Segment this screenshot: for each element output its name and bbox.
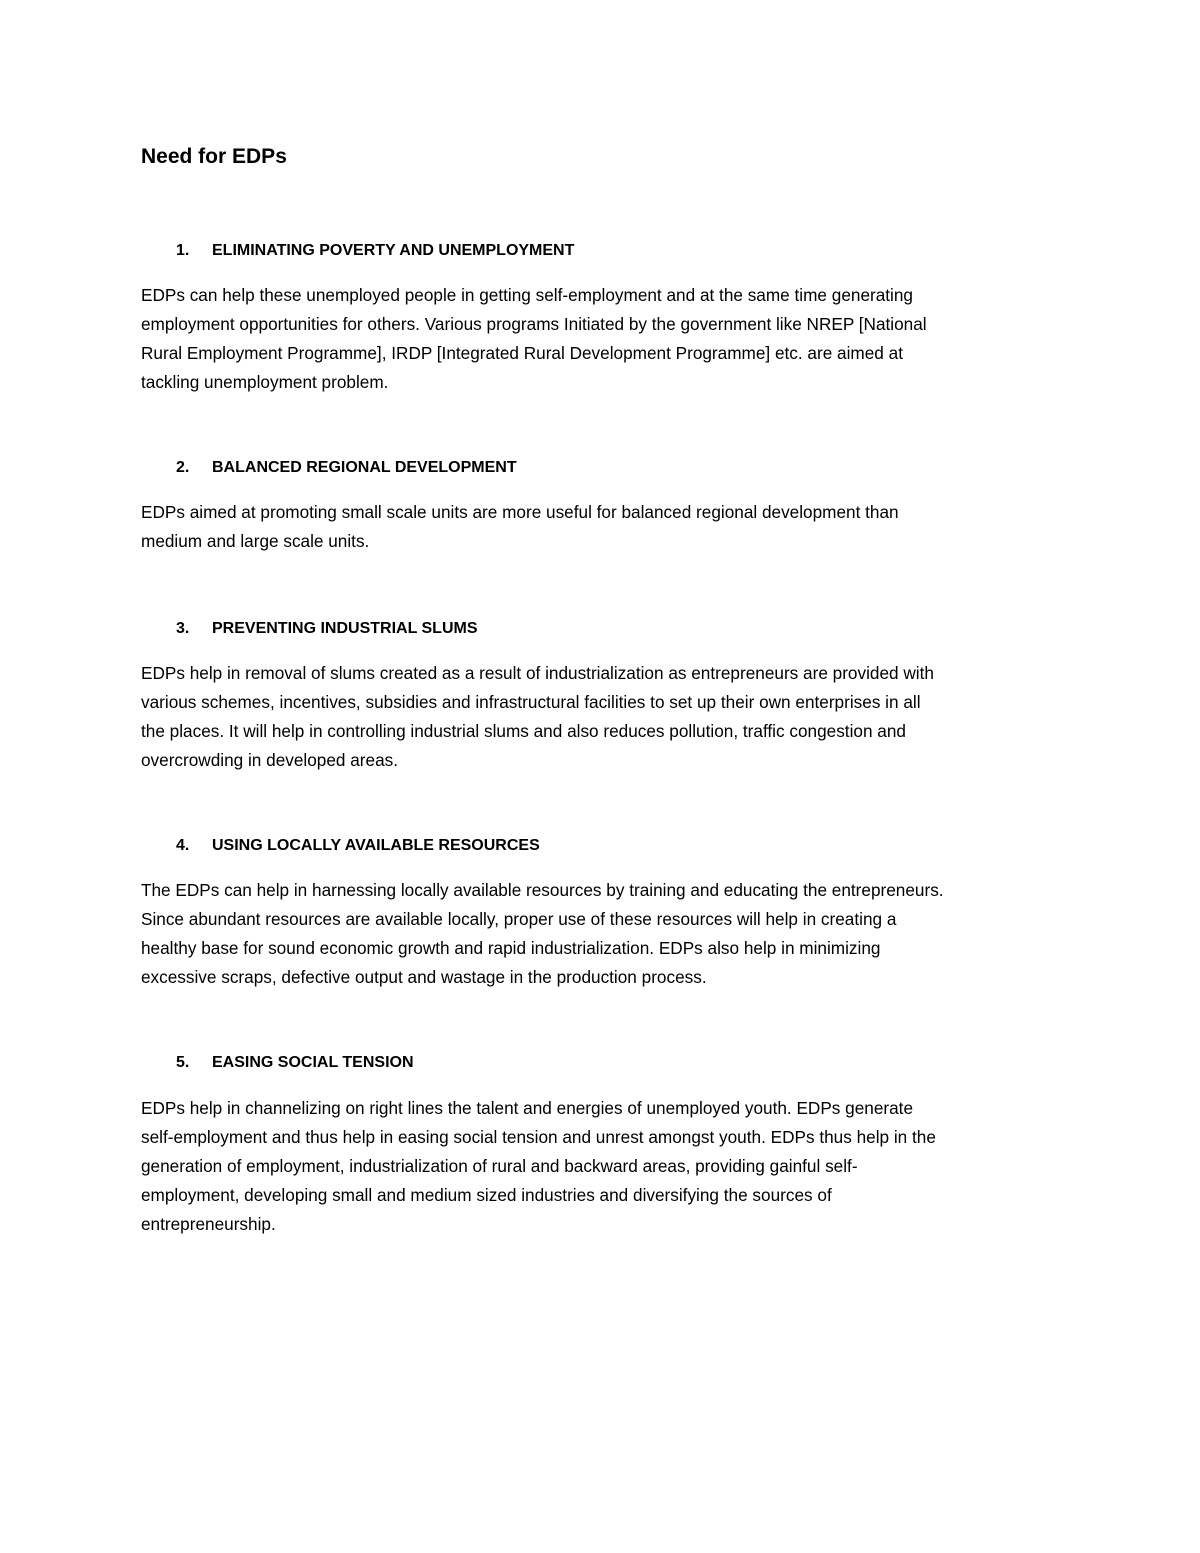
paragraph-line: tackling unemployment problem. — [141, 372, 389, 392]
paragraph-line: EDPs aimed at promoting small scale units are more useful for balanced regional development than — [141, 502, 899, 522]
paragraph-line: Since abundant resources are available locally, proper use of these resources will help in creating a — [141, 909, 897, 929]
section-heading-text: BALANCED REGIONAL DEVELOPMENT — [212, 459, 517, 476]
section-paragraph-4 — [141, 876, 1066, 992]
section-paragraph-3 — [141, 659, 1066, 775]
section-number: 1. — [176, 242, 190, 259]
paragraph-line: various schemes, incentives, subsidies and infrastructural facilities to set up their own enterprises in all — [141, 692, 921, 712]
paragraph-line: employment, developing small and medium sized industries and diversifying the sources of — [141, 1185, 832, 1205]
section-heading-text: USING LOCALLY AVAILABLE RESOURCES — [212, 837, 540, 854]
paragraph-line: EDPs can help these unemployed people in getting self-employment and at the same time generating — [141, 285, 913, 305]
paragraph-line: employment opportunities for others. Various programs Initiated by the government like NREP [National — [141, 314, 927, 334]
paragraph-line: EDPs help in channelizing on right lines the talent and energies of unemployed youth. EDPs generate — [141, 1098, 914, 1118]
section-paragraph-2 — [141, 498, 1066, 556]
paragraph-line: EDPs help in removal of slums created as a result of industrialization as entrepreneurs are provided with — [141, 663, 934, 683]
paragraph-line: Rural Employment Programme], IRDP [Integrated Rural Development Programme] etc. are aimed at — [141, 343, 903, 363]
paragraph-line: entrepreneurship. — [141, 1214, 276, 1234]
paragraph-line: overcrowding in developed areas. — [141, 750, 399, 770]
section-heading-text: ELIMINATING POVERTY AND UNEMPLOYMENT — [212, 242, 575, 259]
section-number: 3. — [176, 620, 190, 637]
section-paragraph-1 — [141, 281, 1066, 397]
section-paragraph-5 — [141, 1094, 1066, 1239]
section-number: 5. — [176, 1054, 190, 1071]
paragraph-line: the places. It will help in controlling industrial slums and also reduces pollution, traffic congestion and — [141, 721, 906, 741]
section-number: 4. — [176, 837, 190, 854]
paragraph-line: The EDPs can help in harnessing locally available resources by training and educating the entrepreneurs. — [141, 880, 944, 900]
paragraph-line: healthy base for sound economic growth and rapid industrialization. EDPs also help in minimizing — [141, 938, 881, 958]
paragraph-line: excessive scraps, defective output and wastage in the production process. — [141, 967, 707, 987]
section-heading-2 — [176, 459, 517, 477]
paragraph-line: medium and large scale units. — [141, 531, 370, 551]
section-heading-3 — [176, 620, 478, 638]
section-heading-4 — [176, 837, 540, 855]
page-title: Need for EDPs — [141, 145, 287, 168]
section-heading-text: EASING SOCIAL TENSION — [212, 1054, 414, 1071]
section-heading-1 — [176, 242, 574, 260]
paragraph-line: generation of employment, industrialization of rural and backward areas, providing gainful self- — [141, 1156, 858, 1176]
section-heading-text: PREVENTING INDUSTRIAL SLUMS — [212, 620, 478, 637]
paragraph-line: self-employment and thus help in easing social tension and unrest amongst youth. EDPs thus help in the — [141, 1127, 936, 1147]
section-number: 2. — [176, 459, 190, 476]
section-heading-5 — [176, 1054, 414, 1072]
